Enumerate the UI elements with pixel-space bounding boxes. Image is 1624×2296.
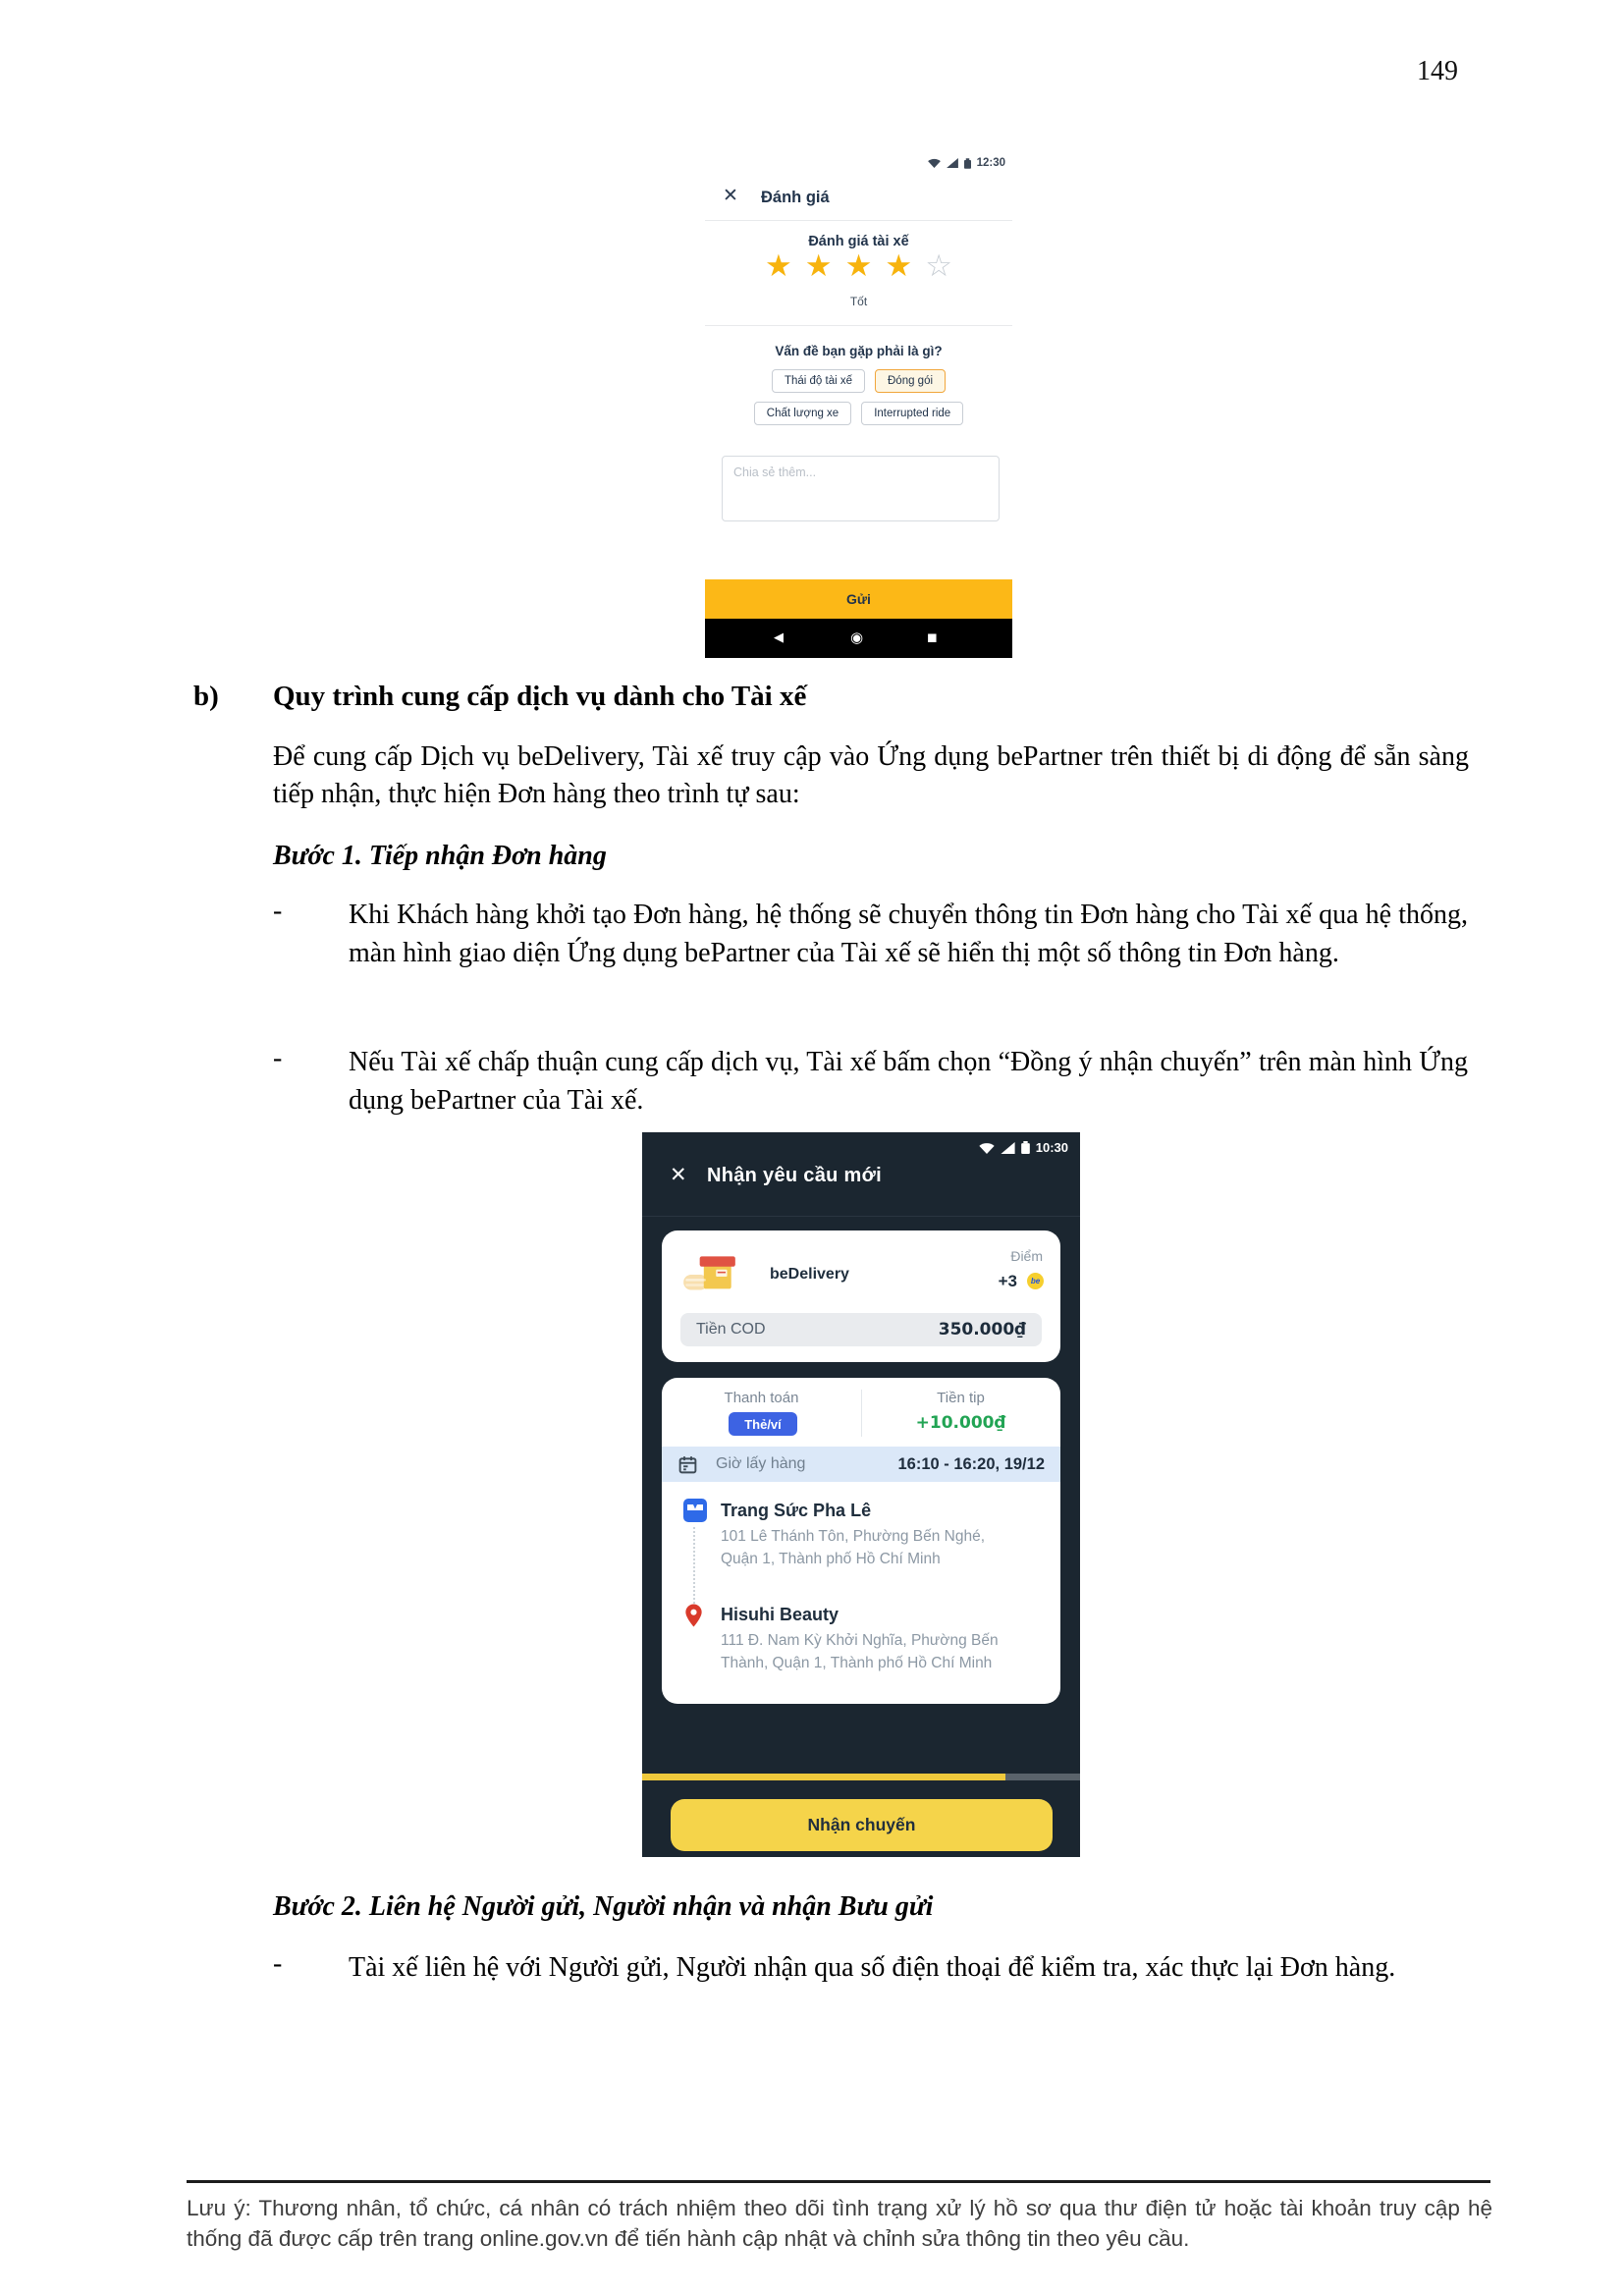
close-icon[interactable]: ✕: [723, 186, 738, 206]
signal-icon: [947, 158, 958, 168]
dropoff-address: 111 Đ. Nam Kỳ Khởi Nghĩa, Phường Bến Thành, Quận 1, Thành phố Hồ Chí Minh: [721, 1632, 999, 1671]
status-bar: [928, 157, 1005, 169]
status-bar: [979, 1140, 1068, 1155]
nav-recents-icon[interactable]: ◼: [927, 630, 938, 645]
divider: [705, 325, 1012, 326]
rating-screenshot: [705, 147, 1012, 658]
rating-subtitle: Đánh giá tài xế: [808, 234, 909, 249]
wifi-icon: [928, 158, 941, 168]
chip-dong-goi[interactable]: Đóng gói: [875, 369, 946, 393]
star-row: [705, 248, 1012, 284]
submit-button[interactable]: Gửi: [705, 579, 1012, 619]
screen-title: Đánh giá: [761, 189, 830, 206]
star-filled-icon[interactable]: ★: [885, 248, 913, 284]
section-label: b): [193, 681, 219, 712]
dropoff-name: Hisuhi Beauty: [721, 1605, 839, 1624]
star-filled-icon[interactable]: ★: [844, 248, 873, 284]
nav-back-icon[interactable]: ◀: [774, 630, 784, 645]
package-icon: [679, 1252, 740, 1299]
battery-icon: [1021, 1141, 1030, 1154]
be-coin-icon: be: [1027, 1273, 1044, 1289]
cod-label: Tiền COD: [696, 1321, 766, 1338]
signal-icon: [1001, 1142, 1015, 1154]
map-pin-icon: [682, 1603, 705, 1628]
route-connector: [693, 1527, 695, 1604]
chip-thai-do-tai-xe[interactable]: Thái độ tài xế: [772, 369, 865, 393]
countdown-progress: [642, 1774, 1080, 1780]
pickup-time-row: [662, 1447, 1060, 1482]
status-time: 10:30: [1035, 1140, 1068, 1155]
points-label: Điểm: [1010, 1248, 1043, 1264]
wifi-icon: [979, 1142, 995, 1154]
battery-icon: [964, 158, 971, 169]
issue-question: Vấn đề bạn gặp phải là gì?: [775, 344, 943, 358]
progress-fill: [642, 1774, 1005, 1780]
close-icon[interactable]: ✕: [670, 1164, 687, 1186]
step2-title: Bước 2. Liên hệ Người gửi, Người nhận và nhận Bưu gửi: [273, 1891, 934, 1922]
footer-rule: [187, 2180, 1490, 2183]
android-navbar: [705, 619, 1012, 658]
bullet-text: Tài xế liên hệ với Người gửi, Người nhận qua số điện thoại để kiểm tra, xác thực lại Đơn hàng.: [349, 1952, 1396, 1983]
chip-row-2: [705, 402, 1012, 425]
rating-label: Tốt: [849, 295, 868, 308]
intro-paragraph: Để cung cấp Dịch vụ beDelivery, Tài xế truy cập vào Ứng dụng bePartner trên thiết bị di động để sẵn sàng tiếp nhận, thực hiện Đơn hàng theo trình tự sau:: [273, 741, 1469, 809]
pickup-time-label: Giờ lấy hàng: [716, 1455, 806, 1472]
star-empty-icon[interactable]: ☆: [925, 248, 952, 284]
nav-home-icon[interactable]: ◉: [850, 629, 864, 646]
star-filled-icon[interactable]: ★: [804, 248, 833, 284]
pickup-address: 101 Lê Thánh Tôn, Phường Bến Nghé, Quận 1, Thành phố Hồ Chí Minh: [721, 1528, 986, 1567]
cod-row: [680, 1313, 1042, 1346]
tip-value: +10.000₫: [915, 1413, 1006, 1433]
bullet-text: Khi Khách hàng khởi tạo Đơn hàng, hệ thống sẽ chuyển thông tin Đơn hàng cho Tài xế qua hệ thống, màn hình giao diện Ứng dụng bePartner của Tài xế sẽ hiển thị một số thông tin Đơn hàng.: [349, 900, 1468, 968]
footer-note: Lưu ý: Thương nhân, tổ chức, cá nhân có trách nhiệm theo dõi tình trạng xử lý hồ sơ qua thư điện tử hoặc tài khoản truy cập hệ thống đã được cấp trên trang online.gov.vn để tiến hành cập nhật và chỉnh sửa thông tin theo yêu cầu.: [187, 2196, 1492, 2251]
store-icon: [683, 1499, 707, 1522]
comment-input[interactable]: [722, 456, 1000, 521]
tip-label: Tiền tip: [937, 1390, 985, 1406]
bullet-item: [273, 1948, 1468, 1987]
bullet-text: Nếu Tài xế chấp thuận cung cấp dịch vụ, Tài xế bấm chọn “Đồng ý nhận chuyến” trên màn hình Ứng dụng bePartner của Tài xế.: [349, 1047, 1468, 1116]
payment-label: Thanh toán: [724, 1390, 799, 1406]
chip-row-1: [705, 369, 1012, 393]
divider: [705, 220, 1012, 221]
pickup-name: Trang Sức Pha Lê: [721, 1501, 872, 1520]
bullet-marker: -: [273, 1043, 283, 1073]
step1-title: Bước 1. Tiếp nhận Đơn hàng: [273, 841, 607, 871]
bullet-item: [273, 1043, 1468, 1120]
bullet-item: [273, 896, 1468, 972]
status-time: 12:30: [976, 157, 1005, 169]
payment-method-badge: Thẻ/ví: [729, 1412, 797, 1436]
chip-interrupted-ride[interactable]: Interrupted ride: [861, 402, 963, 425]
section-title: Quy trình cung cấp dịch vụ dành cho Tài xế: [273, 681, 807, 712]
points-value: +3: [998, 1272, 1017, 1290]
calendar-icon: [677, 1454, 698, 1475]
cod-value: 350.000₫: [938, 1320, 1026, 1339]
bullet-marker: -: [273, 1948, 283, 1979]
bullet-marker: -: [273, 896, 283, 926]
page-number: 149: [1417, 56, 1458, 86]
accept-trip-button[interactable]: Nhận chuyến: [671, 1799, 1053, 1851]
pickup-time-value: 16:10 - 16:20, 19/12: [897, 1454, 1045, 1473]
trip-card: [662, 1378, 1060, 1704]
order-screenshot: [642, 1132, 1080, 1857]
service-card: [662, 1230, 1060, 1362]
divider: [642, 1216, 1080, 1217]
chip-chat-luong-xe[interactable]: Chất lượng xe: [754, 402, 851, 425]
star-filled-icon[interactable]: ★: [765, 248, 792, 284]
screen-title: Nhận yêu cầu mới: [707, 1165, 882, 1186]
service-name: beDelivery: [770, 1266, 849, 1283]
